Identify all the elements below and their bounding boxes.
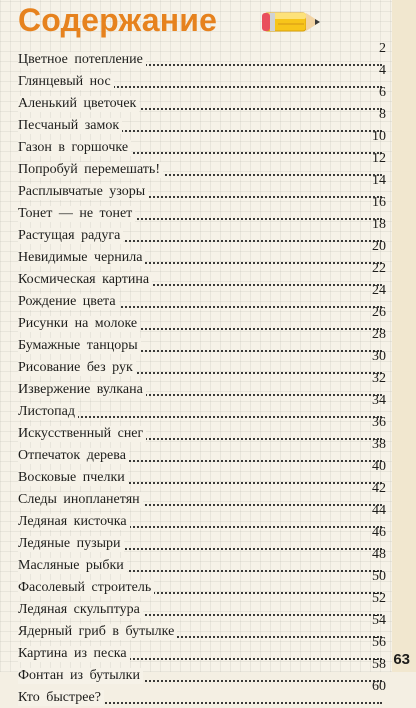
page-title: Содержание	[18, 2, 218, 38]
toc-entry-title: Невидимые чернила	[18, 250, 145, 266]
toc-entry-page: 26	[372, 305, 386, 320]
toc-entry-title: Картина из песка	[18, 646, 130, 662]
toc-entry-page: 58	[372, 657, 386, 672]
toc-entry-page: 14	[372, 173, 386, 188]
toc-entry[interactable]	[18, 437, 386, 466]
toc-entry[interactable]	[18, 481, 386, 510]
toc-entry[interactable]	[18, 41, 386, 70]
toc-entry-title: Расплывчатые узоры	[18, 184, 148, 200]
toc-entry-title: Попробуй перемешать!	[18, 162, 163, 178]
toc-entry-page: 30	[372, 349, 386, 364]
toc-entry-title: Тонет — не тонет	[18, 206, 135, 222]
toc-entry[interactable]	[18, 107, 386, 136]
toc-entry[interactable]	[18, 63, 386, 92]
toc-entry-title: Следы инопланетян	[18, 492, 143, 508]
toc-entry[interactable]	[18, 613, 386, 642]
toc-entry[interactable]	[18, 547, 386, 576]
toc-entry-page: 18	[372, 217, 386, 232]
toc-entry-title: Ледяная скульптура	[18, 602, 143, 618]
toc-entry-page: 10	[372, 129, 386, 144]
toc-entry[interactable]	[18, 151, 386, 180]
toc-entry-page: 44	[372, 503, 386, 518]
toc-entry-title: Рисунки на молоке	[18, 316, 140, 332]
toc-entry[interactable]	[18, 635, 386, 664]
toc-entry[interactable]	[18, 195, 386, 224]
toc-entry[interactable]	[18, 459, 386, 488]
toc-entry[interactable]	[18, 283, 386, 312]
page-margin	[392, 0, 416, 672]
table-of-contents	[18, 41, 386, 708]
toc-entry[interactable]	[18, 85, 386, 114]
toc-entry[interactable]	[18, 657, 386, 686]
toc-entry-page: 52	[372, 591, 386, 606]
toc-entry-page: 34	[372, 393, 386, 408]
toc-entry[interactable]	[18, 173, 386, 202]
toc-entry[interactable]	[18, 591, 386, 620]
toc-entry[interactable]	[18, 327, 386, 356]
toc-entry[interactable]	[18, 679, 386, 708]
toc-entry-title: Ядерный гриб в бутылке	[18, 624, 177, 640]
toc-entry[interactable]	[18, 261, 386, 290]
toc-entry-title: Листопад	[18, 404, 78, 420]
toc-entry-page: 22	[372, 261, 386, 276]
toc-entry[interactable]	[18, 305, 386, 334]
toc-entry-page: 42	[372, 481, 386, 496]
toc-entry-page: 40	[372, 459, 386, 474]
toc-entry-title: Извержение вулкана	[18, 382, 146, 398]
toc-entry-title: Фонтан из бутылки	[18, 668, 143, 684]
toc-entry[interactable]	[18, 239, 386, 268]
toc-entry-title: Отпечаток дерева	[18, 448, 129, 464]
toc-entry-page: 50	[372, 569, 386, 584]
toc-entry-page: 6	[379, 85, 386, 100]
toc-entry[interactable]	[18, 569, 386, 598]
toc-entry-title: Фасолевый строитель	[18, 580, 154, 596]
toc-entry-page: 8	[379, 107, 386, 122]
toc-entry-title: Кто быстрее?	[18, 690, 104, 706]
page-number: 63	[393, 651, 410, 668]
toc-entry[interactable]	[18, 393, 386, 422]
toc-entry-page: 38	[372, 437, 386, 452]
toc-entry[interactable]	[18, 349, 386, 378]
toc-entry-page: 28	[372, 327, 386, 342]
toc-entry-page: 60	[372, 679, 386, 694]
toc-entry-page: 36	[372, 415, 386, 430]
toc-entry-title: Глянцевый нос	[18, 74, 114, 90]
toc-entry-title: Восковые пчелки	[18, 470, 128, 486]
toc-entry-title: Растущая радуга	[18, 228, 123, 244]
toc-entry-page: 32	[372, 371, 386, 386]
pencil-icon	[262, 10, 326, 38]
toc-entry-title: Рождение цвета	[18, 294, 119, 310]
toc-entry[interactable]	[18, 129, 386, 158]
toc-entry-page: 48	[372, 547, 386, 562]
toc-entry[interactable]	[18, 525, 386, 554]
toc-entry-page: 2	[379, 41, 386, 56]
toc-entry[interactable]	[18, 371, 386, 400]
toc-entry-title: Искусственный снег	[18, 426, 146, 442]
toc-entry-title: Газон в горшочке	[18, 140, 131, 156]
toc-entry-title: Аленький цветочек	[18, 96, 139, 112]
toc-entry-title: Ледяные пузыри	[18, 536, 124, 552]
toc-entry-page: 4	[379, 63, 386, 78]
toc-entry-title: Цветное потепление	[18, 52, 146, 68]
toc-entry[interactable]	[18, 415, 386, 444]
toc-entry-title: Бумажные танцоры	[18, 338, 141, 354]
toc-entry-page: 54	[372, 613, 386, 628]
toc-entry[interactable]	[18, 503, 386, 532]
toc-entry-page: 16	[372, 195, 386, 210]
toc-entry-title: Космическая картина	[18, 272, 152, 288]
toc-entry-page: 24	[372, 283, 386, 298]
toc-entry-page: 46	[372, 525, 386, 540]
toc-entry-title: Рисование без рук	[18, 360, 136, 376]
toc-entry-page: 12	[372, 151, 386, 166]
toc-entry-title: Масляные рыбки	[18, 558, 127, 574]
toc-entry-title: Песчаный замок	[18, 118, 122, 134]
toc-entry[interactable]	[18, 217, 386, 246]
toc-entry-title: Ледяная кисточка	[18, 514, 130, 530]
toc-entry-page: 56	[372, 635, 386, 650]
toc-entry-page: 20	[372, 239, 386, 254]
